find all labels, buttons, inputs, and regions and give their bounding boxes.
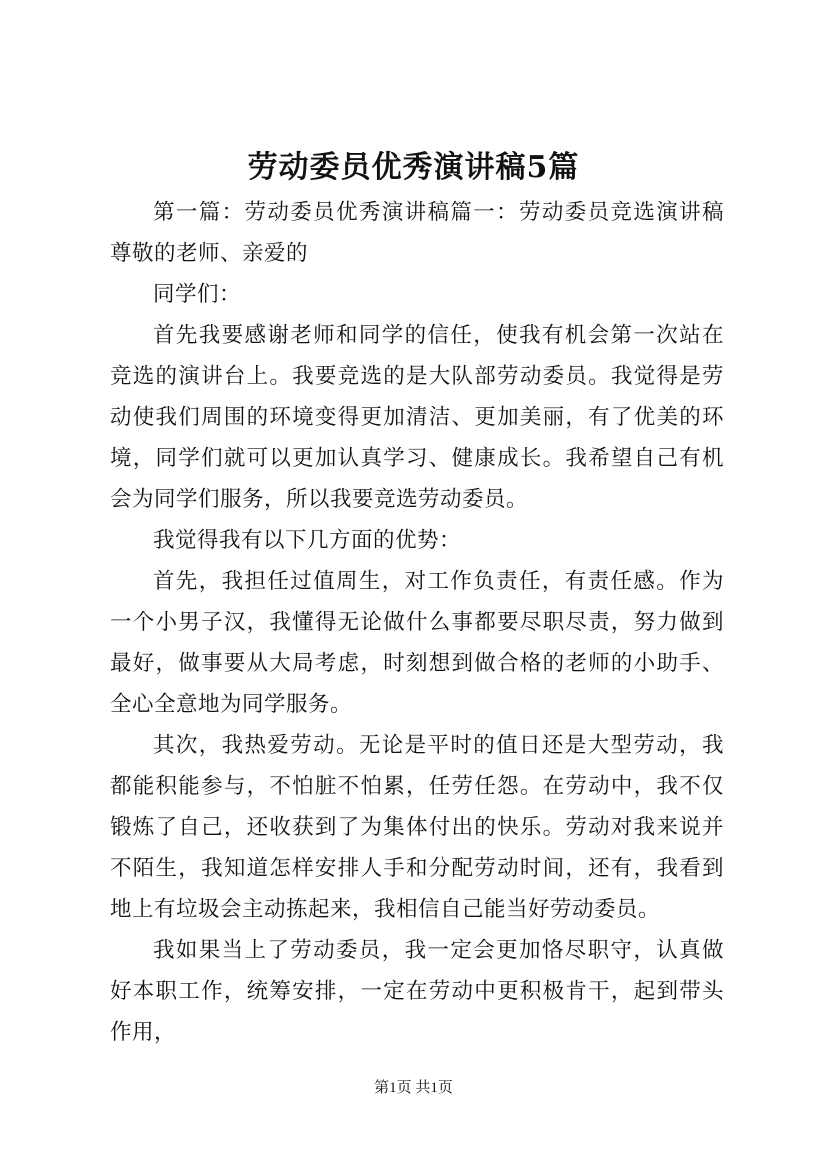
paragraph-3: 首先我要感谢老师和同学的信任，使我有机会第一次站在竞选的演讲台上。我要竞选的是大队部劳动委员。我觉得是劳动使我们周围的环境变得更加清洁、更加美丽，有了优美的环境，同学们就可以更加认真学习、健康成长。我希望自己有机会为同学们服务，所以我要竞选劳动委员。	[110, 323, 724, 512]
paragraph-1: 第一篇：劳动委员优秀演讲稿篇一：劳动委员竞选演讲稿尊敬的老师、亲爱的	[110, 200, 724, 266]
paragraph-5: 首先，我担任过值周生，对工作负责任，有责任感。作为一个小男子汉，我懂得无论做什么事都要尽职尽责，努力做到最好，做事要从大局考虑，时刻想到做合格的老师的小助手、全心全意地为同学服务。	[110, 569, 724, 717]
paragraph-4: 我觉得我有以下几方面的优势：	[153, 528, 462, 553]
paragraph-7: 我如果当上了劳动委员，我一定会更加恪尽职守，认真做好本职工作，统筹安排，一定在劳动中更积极肯干，起到带头作用，	[110, 938, 724, 1045]
page-footer: 第1页 共1页	[374, 1080, 453, 1096]
paragraph-2: 同学们：	[153, 282, 242, 307]
document-title: 劳动委员优秀演讲稿5篇	[247, 150, 580, 185]
document-body	[110, 192, 724, 1053]
paragraph-6: 其次，我热爱劳动。无论是平时的值日还是大型劳动，我都能积能参与，不怕脏不怕累，任劳任怨。在劳动中，我不仅锻炼了自己，还收获到了为集体付出的快乐。劳动对我来说并不陌生，我知道怎样安排人手和分配劳动时间，还有，我看到地上有垃圾会主动拣起来，我相信自己能当好劳动委员。	[110, 733, 724, 922]
